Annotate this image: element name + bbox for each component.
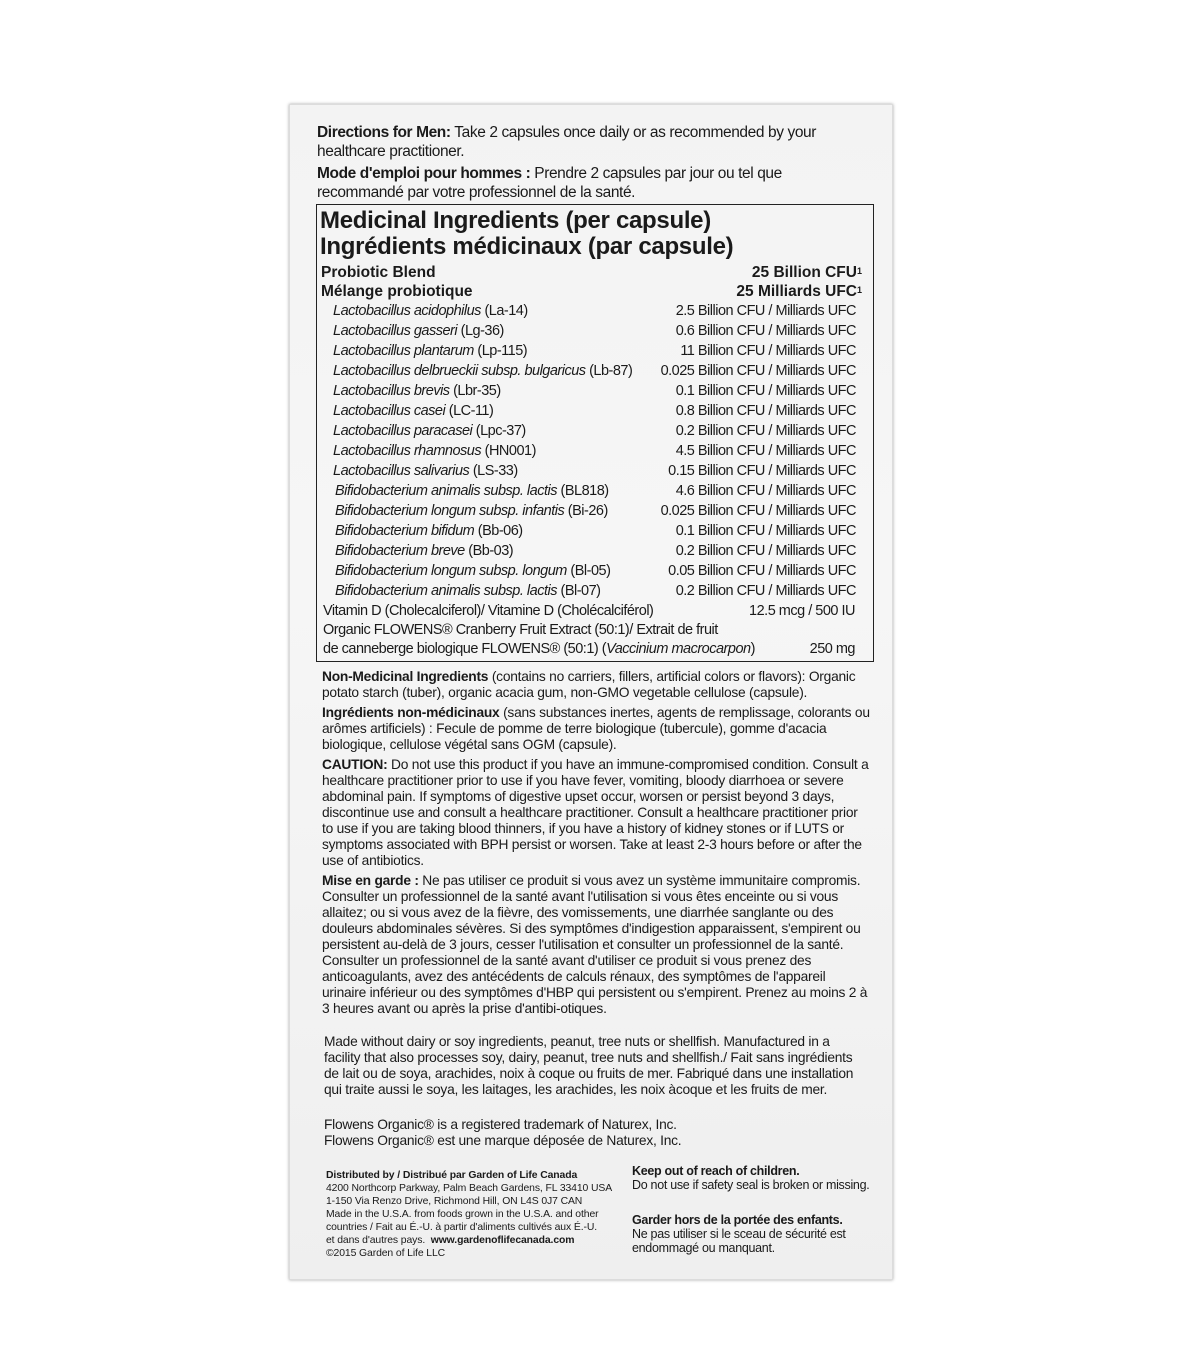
directions-english-text: Take 2 capsules once daily or as recommended by your healthcare practitioner. (317, 124, 817, 160)
strain-code: (Bl-07) (560, 583, 601, 599)
non-medicinal-en-label: Non-Medicinal Ingredients (322, 669, 489, 684)
strain-species: Bifidobacterium animalis subsp. lactis (335, 583, 557, 599)
caution-en-label: CAUTION: (322, 757, 388, 772)
strain-species: Lactobacillus plantarum (333, 343, 474, 359)
trademark-english: Flowens Organic® is a registered trademark of Naturex, Inc. (324, 1117, 677, 1132)
strain-amount: 0.025 Billion CFU / Milliards UFC (660, 503, 856, 519)
strain-species: Lactobacillus delbrueckii subsp. bulgaricus (333, 363, 586, 379)
strain-species: Bifidobacterium longum subsp. infantis (335, 503, 565, 519)
probiotic-blend-amount-en (752, 263, 862, 282)
ingredients-title-english: Medicinal Ingredients (per capsule) (320, 207, 711, 234)
strain-amount: 0.15 Billion CFU / Milliards UFC (668, 463, 856, 479)
caution-french (322, 873, 872, 1017)
strain-code: (Lg-36) (460, 323, 504, 339)
strain-row (333, 441, 856, 461)
strain-species: Lactobacillus salivarius (333, 463, 470, 479)
strain-amount: 0.8 Billion CFU / Milliards UFC (675, 403, 856, 419)
made-in-line2: countries / Fait au É.-U. à partir d'aliments cultivés aux É.-U. (326, 1222, 598, 1233)
strain-amount: 11 Billion CFU / Milliards UFC (680, 343, 856, 359)
strain-species: Bifidobacterium breve (335, 543, 465, 559)
strain-species: Lactobacillus paracasei (333, 423, 473, 439)
non-medicinal-en-text: (contains no carriers, fillers, artificial colors or flavors): Organic potato starch (tuber), organic acacia gum, non-GMO vegetable cellulose (capsule). (322, 669, 856, 700)
strain-row (333, 421, 856, 441)
strain-row (335, 481, 856, 501)
strain-amount: 0.6 Billion CFU / Milliards UFC (675, 323, 856, 339)
strain-species: Lactobacillus casei (333, 403, 446, 419)
cranberry-extract-line1: Organic FLOWENS® Cranberry Fruit Extract (50:1)/ Extrait de fruit (323, 622, 718, 638)
strain-row (333, 401, 856, 421)
blend-amount-fr-text: 25 Milliards UFC (736, 283, 857, 300)
website-link[interactable]: www.gardenoflifecanada.com (430, 1235, 575, 1246)
safety-english (632, 1164, 872, 1192)
strain-code: (Lb-87) (589, 363, 633, 379)
strain-name (335, 541, 513, 561)
safety-fr-text: Ne pas utiliser si le sceau de sécurité est endommagé ou manquant. (632, 1227, 846, 1255)
probiotic-blend-label-fr: Mélange probiotique (321, 283, 473, 300)
strain-row (333, 341, 856, 361)
cranberry-latin-name: Vaccinium macrocarpon (606, 641, 751, 657)
strain-code: (La-14) (484, 303, 528, 319)
cranberry-extract-amount: 250 mg (809, 641, 855, 657)
strain-name (333, 381, 501, 401)
strain-row (335, 561, 856, 581)
strain-name (335, 501, 608, 521)
cranberry-extract-line2 (323, 640, 755, 659)
strain-row (335, 541, 856, 561)
non-medicinal-fr-text: (sans substances inertes, agents de remplissage, colorants ou arômes artificiels) : Fecule de pomme de terre biologique (tubercule), gomme d'acacia biologique, cellulose végétal sans OGM (capsule). (322, 705, 870, 752)
strain-row (333, 321, 856, 341)
non-medicinal-english (322, 669, 872, 701)
strain-row (333, 361, 856, 381)
vitamin-d-amount: 12.5 mcg / 500 IU (749, 603, 855, 619)
strain-code: (Bb-03) (468, 543, 514, 559)
strain-code: (BL818) (560, 483, 609, 499)
strain-code: (LC-11) (448, 403, 494, 419)
strain-amount: 0.1 Billion CFU / Milliards UFC (675, 523, 856, 539)
strain-name (333, 421, 526, 441)
directions-french-label: Mode d'emploi pour hommes : (317, 165, 531, 182)
strain-name (333, 341, 527, 361)
strain-species: Bifidobacterium longum subsp. longum (335, 563, 567, 579)
strain-name (333, 361, 632, 381)
made-in-line3: et dans d'autres pays. (326, 1235, 426, 1246)
strain-name (333, 441, 536, 461)
trademark-french: Flowens Organic® est une marque déposée de Naturex, Inc. (324, 1133, 682, 1148)
strain-amount: 0.2 Billion CFU / Milliards UFC (675, 543, 856, 559)
distributor-label: Distributed by / Distribué par Garden of Life Canada (326, 1170, 578, 1181)
safety-french (632, 1213, 872, 1255)
cranberry-line2-text: de canneberge biologique FLOWENS® (50:1) ( (323, 641, 607, 657)
vitamin-d-name: Vitamin D (Cholecalciferol)/ Vitamine D (Cholécalciférol) (323, 603, 654, 619)
caution-english (322, 757, 872, 869)
strain-code: (Bl-05) (570, 563, 611, 579)
strain-code: (Lp-115) (477, 343, 528, 359)
strain-name (335, 481, 609, 501)
strain-name (333, 321, 504, 341)
strain-amount: 4.6 Billion CFU / Milliards UFC (675, 483, 856, 499)
strain-species: Bifidobacterium animalis subsp. lactis (335, 483, 557, 499)
strain-code: (Lbr-35) (453, 383, 501, 399)
strain-name (335, 521, 523, 541)
strain-code: (Bb-06) (477, 523, 523, 539)
non-medicinal-fr-label: Ingrédients non-médicinaux (322, 705, 500, 720)
distributor-block (326, 1169, 626, 1260)
strain-row (333, 381, 856, 401)
footnote-mark: 1 (856, 266, 862, 276)
cranberry-line2-close: ) (750, 641, 755, 657)
strain-row (333, 301, 856, 321)
strain-row (333, 461, 856, 481)
caution-en-text: Do not use this product if you have an immune-compromised condition. Consult a healthcare practitioner prior to use if you have fever, vomiting, bloody diarrhoea or severe abdominal pain. If symptoms of digestive upset occur, worsen or persist beyond 3 days, discontinue use and consult a healthcare practitioner. Consult a healthcare practitioner prior to use if you are taking blood thinners, if you have a history of kidney stones or if LUTS or symptoms associated with BPH persist or worsen. Take at least 2-3 hours before or after the use of antibiotics. (322, 757, 869, 868)
safety-en-text: Do not use if safety seal is broken or missing. (632, 1178, 870, 1192)
strain-name (335, 561, 610, 581)
strain-amount: 0.05 Billion CFU / Milliards UFC (668, 563, 856, 579)
strain-amount: 0.1 Billion CFU / Milliards UFC (675, 383, 856, 399)
strain-name (333, 301, 528, 321)
directions-french-text: Prendre 2 capsules par jour ou tel que recommandé par votre professionnel de la santé. (317, 165, 782, 201)
safety-fr-label: Garder hors de la portée des enfants. (632, 1213, 843, 1227)
strain-code: (HN001) (484, 443, 536, 459)
caution-fr-label: Mise en garde : (322, 873, 419, 888)
non-medicinal-french (322, 705, 872, 753)
directions-french (317, 164, 857, 202)
strain-name (335, 581, 601, 601)
strain-amount: 0.2 Billion CFU / Milliards UFC (675, 583, 856, 599)
directions-english-label: Directions for Men: (317, 124, 451, 141)
strain-name (333, 461, 518, 481)
strain-species: Bifidobacterium bifidum (335, 523, 475, 539)
blend-amount-en-text: 25 Billion CFU (751, 264, 857, 281)
strain-species: Lactobacillus gasseri (333, 323, 458, 339)
strain-row (335, 581, 856, 601)
footnote-mark: 1 (856, 285, 862, 295)
strain-row (335, 521, 856, 541)
probiotic-blend-amount-fr (736, 282, 862, 301)
probiotic-blend-label-en: Probiotic Blend (321, 264, 436, 281)
strain-row (335, 501, 856, 521)
allergen-statement: Made without dairy or soy ingredients, peanut, tree nuts or shellfish. Manufactured in a facility that also processes soy, dairy, peanut, tree nuts and shellfish./ Fait sans ingrédients de lait ou de soya, arachides, noix à coque ou fruits de mer. Fabriqué dans une installation qui traite aussi le soya, les laitages, les arachides, les noix àcoque et les fruits de mer. (324, 1034, 854, 1097)
safety-en-label: Keep out of reach of children. (632, 1164, 800, 1178)
distributor-address-ca: 1-150 Via Renzo Drive, Richmond Hill, ON L4S 0J7 CAN (326, 1196, 583, 1207)
directions-english (317, 123, 857, 161)
strain-code: (LS-33) (472, 463, 518, 479)
strain-species: Lactobacillus rhamnosus (333, 443, 482, 459)
strain-amount: 0.2 Billion CFU / Milliards UFC (675, 423, 856, 439)
strain-code: (Bi-26) (567, 503, 608, 519)
strain-code: (Lpc-37) (475, 423, 526, 439)
caution-fr-text: Ne pas utiliser ce produit si vous avez un système immunitaire compromis. Consulter un professionnel de la santé avant l'utilisation si vous êtes enceinte ou si vous allaitez; ou si vous avez de la fièvre, des vomissements, une diarrhée sanglante ou des douleurs abdominales sévères. Si des symptômes d'indigestion apparaissent, s'empirent ou persistent au-delà de 3 jours, cesser l'utilisation et consulter un professionnel de la santé. Consulter un professionnel de la santé avant d'utiliser ce produit si vous prenez des anticoagulants, avez des antécédents de calculs rénaux, des symptômes de l'appareil urinaire inférieur ou des symptômes d'HBP qui persistent ou s'empirent. Prenez au moins 2 à 3 heures avant ou après la prise d'antibi-otiques. (322, 873, 868, 1016)
copyright: ©2015 Garden of Life LLC (326, 1248, 446, 1259)
strain-amount: 4.5 Billion CFU / Milliards UFC (675, 443, 856, 459)
strain-amount: 0.025 Billion CFU / Milliards UFC (660, 363, 856, 379)
made-in-line1: Made in the U.S.A. from foods grown in the U.S.A. and other (326, 1209, 599, 1220)
ingredients-title-french: Ingrédients médicinaux (par capsule) (320, 233, 734, 260)
distributor-address-us: 4200 Northcorp Parkway, Palm Beach Gardens, FL 33410 USA (326, 1183, 613, 1194)
strain-amount: 2.5 Billion CFU / Milliards UFC (675, 303, 856, 319)
strain-species: Lactobacillus brevis (333, 383, 450, 399)
strain-species: Lactobacillus acidophilus (333, 303, 481, 319)
strain-name (333, 401, 493, 421)
